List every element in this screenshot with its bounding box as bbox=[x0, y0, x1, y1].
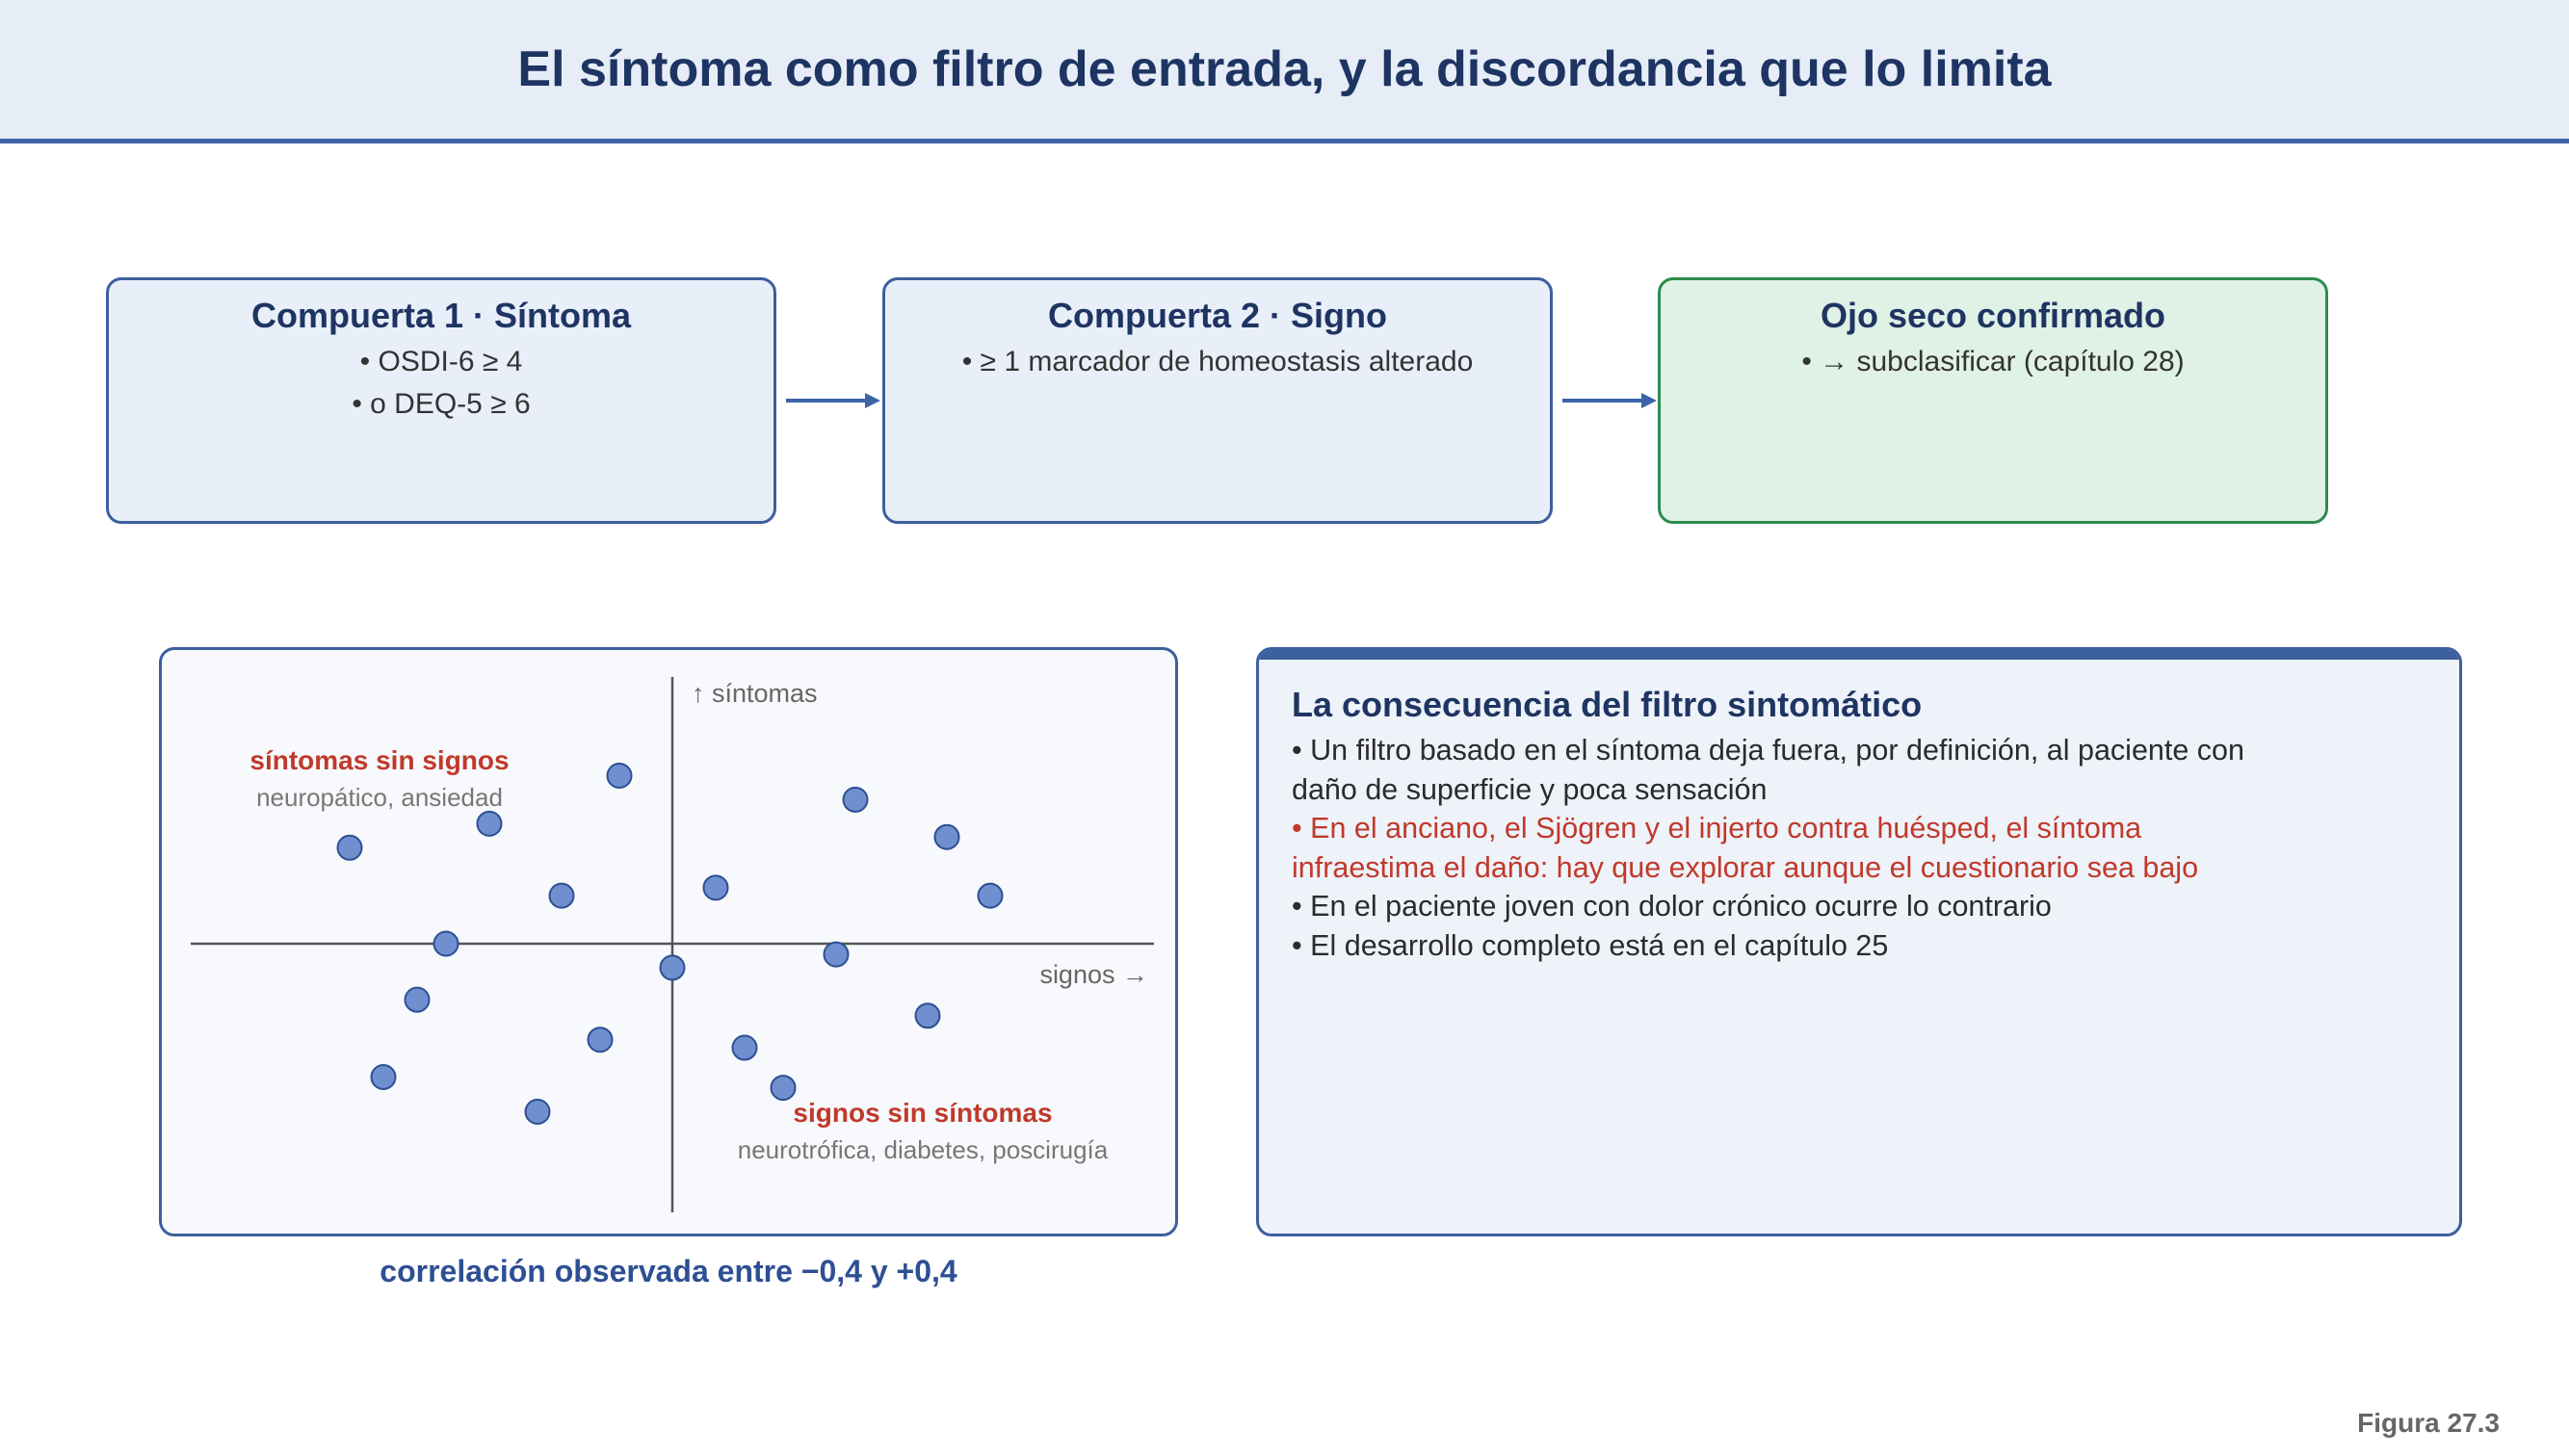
scatter-point-9 bbox=[434, 932, 459, 956]
scatter-point-8 bbox=[704, 875, 728, 899]
discordance-chart bbox=[159, 647, 1178, 1236]
figure-label: Figura 27.3 bbox=[2357, 1408, 2500, 1438]
scatter-point-17 bbox=[772, 1076, 796, 1100]
page-title: El síntoma como filtro de entrada, y la discordancia que lo limita bbox=[517, 41, 2052, 97]
panel-accent-bar bbox=[1259, 650, 2459, 660]
panel-bullet-2: • En el anciano, el Sjögren y el injerto contra huésped, el síntoma infraestima el daño: hay que explorar aunque el cuestionario sea bajo bbox=[1292, 812, 2199, 884]
header-bar bbox=[0, 0, 2569, 143]
gate-symptom-line-1: • OSDI-6 ≥ 4 bbox=[359, 346, 523, 377]
gate-sign-box bbox=[882, 277, 1553, 524]
quadrant-label-top-left: síntomas sin signos bbox=[249, 745, 510, 775]
confirmed-box bbox=[1658, 277, 2328, 524]
scatter-point-10 bbox=[825, 943, 849, 967]
scatter-point-7 bbox=[550, 884, 574, 908]
scatter-point-3 bbox=[935, 825, 959, 849]
arrow-right-icon bbox=[1560, 389, 1657, 412]
scatter-point-11 bbox=[661, 955, 685, 979]
scatter-point-6 bbox=[979, 884, 1003, 908]
panel-bullet-4: • El desarrollo completo está en el capítulo 25 bbox=[1292, 928, 1889, 962]
arrow-right-icon bbox=[784, 389, 880, 412]
scatter-point-15 bbox=[733, 1036, 757, 1060]
gate-symptom-line-2: • o DEQ-5 ≥ 6 bbox=[352, 388, 531, 420]
x-axis-label: signos → bbox=[1039, 960, 1148, 989]
scatter-point-4 bbox=[478, 812, 502, 836]
scatter-plot bbox=[162, 650, 1175, 1234]
panel-bullet-1: • Un filtro basado en el síntoma deja fuera, por definición, al paciente con daño de superficie y poca sensación bbox=[1292, 734, 2244, 806]
gate-sign-title: Compuerta 2 · Signo bbox=[1047, 296, 1388, 335]
scatter-point-12 bbox=[406, 988, 430, 1012]
scatter-point-16 bbox=[372, 1065, 396, 1089]
gate-sign-line-1: • ≥ 1 marcador de homeostasis alterado bbox=[961, 346, 1474, 377]
scatter-point-18 bbox=[526, 1100, 550, 1124]
consequence-panel bbox=[1256, 647, 2462, 1236]
panel-title: La consecuencia del filtro sintomático bbox=[1292, 685, 1923, 724]
panel-bullet-3: • En el paciente joven con dolor crónico ocurre lo contrario bbox=[1292, 890, 2052, 923]
panel-bullets bbox=[1292, 731, 2255, 965]
gate-symptom-title: Compuerta 1 · Síntoma bbox=[250, 296, 632, 335]
scatter-point-13 bbox=[916, 1003, 940, 1027]
gate-symptom-box bbox=[106, 277, 776, 524]
scatter-point-5 bbox=[338, 836, 362, 860]
quadrant-label-bottom-right: signos sin síntomas bbox=[793, 1098, 1053, 1128]
correlation-caption: correlación observada entre −0,4 y +0,4 bbox=[380, 1254, 957, 1288]
scatter-point-14 bbox=[589, 1027, 613, 1052]
scatter-point-1 bbox=[608, 764, 632, 788]
quadrant-sublabel-top-left: neuropático, ansiedad bbox=[256, 783, 503, 812]
confirmed-title: Ojo seco confirmado bbox=[1820, 296, 2166, 335]
scatter-point-2 bbox=[844, 788, 868, 812]
y-axis-label: ↑ síntomas bbox=[692, 679, 818, 708]
quadrant-sublabel-bottom-right: neurotrófica, diabetes, poscirugía bbox=[737, 1135, 1109, 1164]
confirmed-line-1: • → subclasificar (capítulo 28) bbox=[1801, 346, 2185, 377]
